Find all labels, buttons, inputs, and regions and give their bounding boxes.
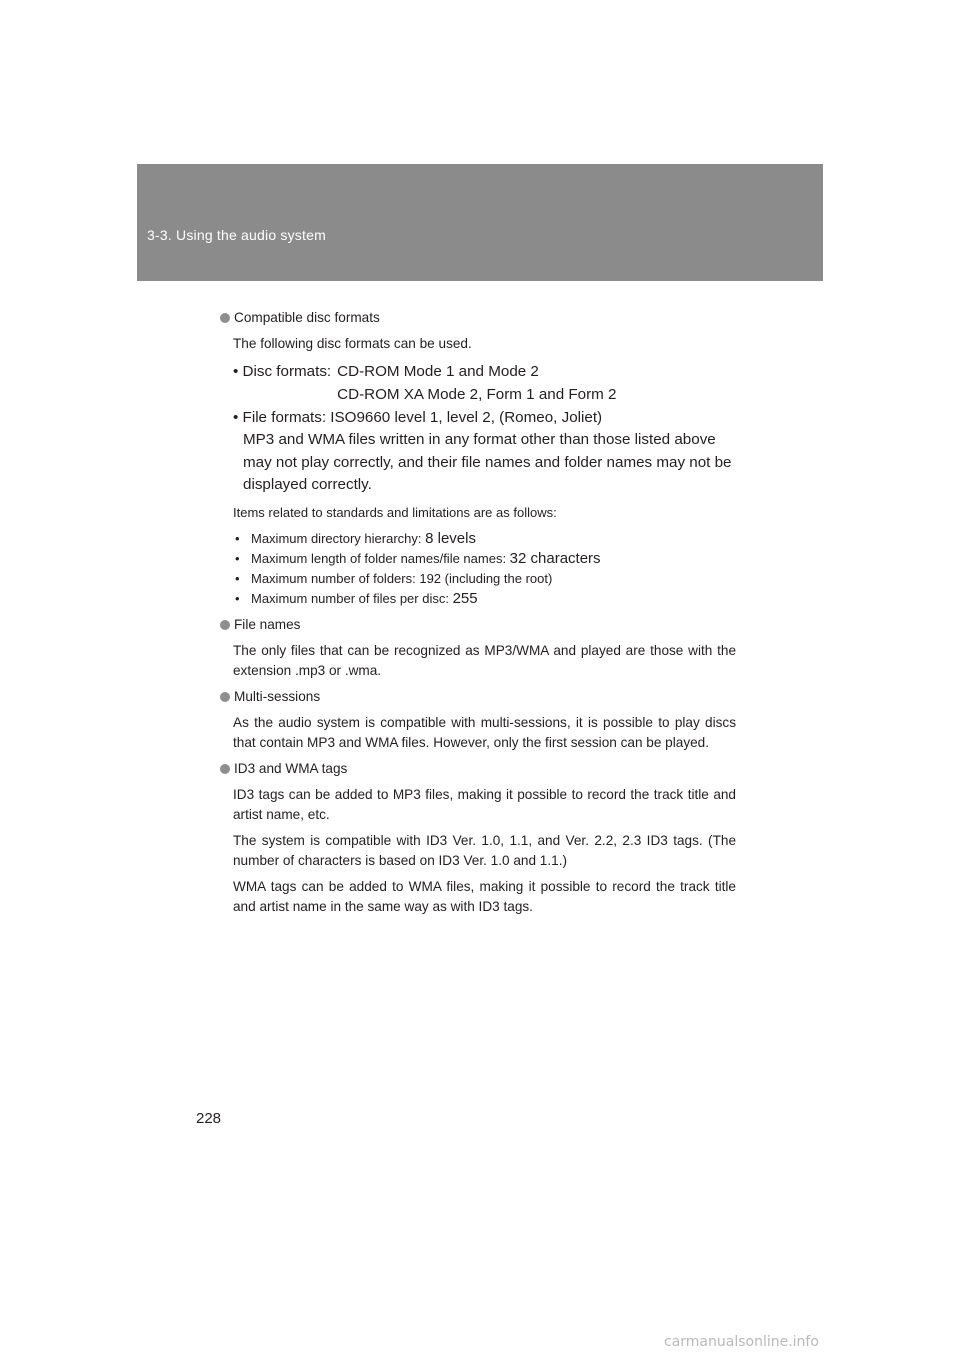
heading-file-names (220, 615, 736, 635)
page-number: 228 (196, 1110, 222, 1127)
disc-format-value: CD-ROM Mode 1 and Mode 2 (337, 363, 539, 380)
heading-text: File names (234, 616, 301, 632)
file-formats-line: • File formats: ISO9660 level 1, level 2, (Romeo, Joliet) (233, 409, 603, 426)
bullet-icon (220, 764, 230, 774)
disc-formats-label: • Disc formats: (233, 363, 332, 380)
heading-tags (220, 759, 736, 779)
watermark: carmanualsonline.info (664, 1334, 819, 1350)
limits-list (233, 529, 736, 609)
bullet-icon (220, 620, 230, 630)
tags-para-3: WMA tags can be added to WMA files, making it possible to record the track title and artist name in the same way as with ID3 tags. (233, 878, 736, 914)
section-header (137, 164, 823, 281)
tags-para-2: The system is compatible with ID3 Ver. 1.0, 1.1, and Ver. 2.2, 2.3 ID3 tags. (The number of characters is based on ID3 Ver. 1.0 and 1.1.) (233, 832, 736, 868)
list-item: • Maximum length of folder names/file names: 32 characters (235, 549, 601, 567)
file-names-body: The only files that can be recognized as MP3/WMA and played are those with the extension .mp3 or .wma. (233, 642, 736, 678)
file-formats-note: MP3 and WMA files written in any format other than those listed above may not play correctly, and their file names and folder names may not be displayed correctly. (243, 431, 732, 493)
section-title: 3-3. Using the audio system (147, 227, 326, 243)
heading-text: Compatible disc formats (234, 310, 380, 325)
disc-formats-line (233, 360, 736, 406)
disc-formats-values (337, 360, 616, 406)
disc-format-value: CD-ROM XA Mode 2, Form 1 and Form 2 (337, 386, 617, 403)
tags-para-1: ID3 tags can be added to MP3 files, making it possible to record the track title and artist name, etc. (233, 786, 736, 822)
list-item: • Maximum directory hierarchy: 8 levels (235, 529, 476, 547)
list-item: • Maximum number of folders: 192 (including the root) (235, 570, 553, 586)
heading-disc-formats (220, 308, 736, 328)
bullet-icon (220, 313, 230, 323)
disc-formats-intro: The following disc formats can be used. (233, 336, 472, 351)
page-content (220, 308, 736, 923)
list-item: • Maximum number of files per disc: 255 (235, 589, 478, 607)
heading-text: ID3 and WMA tags (234, 760, 348, 776)
bullet-icon (220, 692, 230, 702)
multi-sessions-body: As the audio system is compatible with multi-sessions, it is possible to play discs that contain MP3 and WMA files. However, only the first session can be played. (233, 714, 736, 750)
heading-text: Multi-sessions (234, 688, 321, 704)
heading-multi-sessions (220, 687, 736, 707)
limits-intro: Items related to standards and limitations are as follows: (233, 504, 557, 520)
